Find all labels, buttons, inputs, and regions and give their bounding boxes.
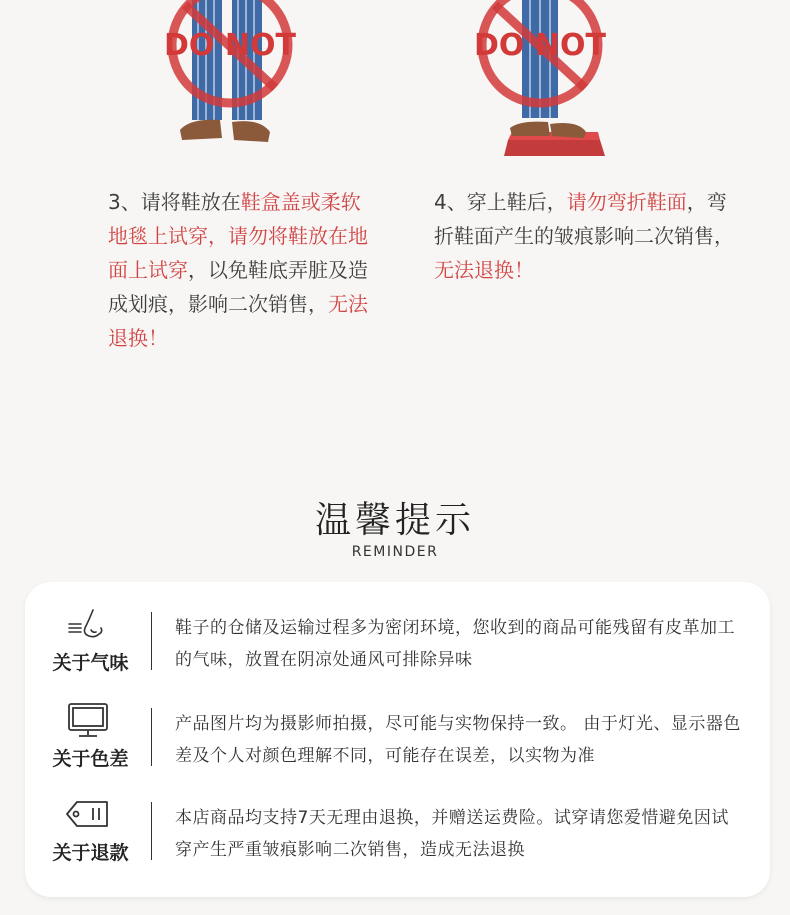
caption-part: ，以免鞋底弄脏及造成划痕，影响二次销售， [108, 258, 368, 316]
divider [151, 612, 152, 670]
notice-label: 关于退款 [52, 842, 129, 864]
tag-icon [63, 796, 113, 832]
notice-text: 本店商品均支持7天无理由退换，并赠送运费险。试穿请您爱惜避免因试穿产生严重皱痕影响二次销售，造成无法退换 [175, 808, 729, 860]
divider [151, 708, 152, 766]
caption-highlight: 请勿弯折鞋面 [566, 190, 687, 214]
reminder-card [25, 582, 770, 897]
nose-smell-icon [63, 606, 113, 642]
shoes [510, 122, 586, 138]
caption-no-bend [434, 185, 734, 287]
do-not-illustration-bend [460, 0, 620, 160]
notice-text: 产品图片均为摄影师拍摄，尽可能与实物保持一致。 由于灯光、显示器色差及个人对颜色理解不同，可能存在误差，以实物为准 [175, 714, 741, 766]
stamp-text: DO NOT [164, 28, 296, 63]
do-not-illustration-floor [150, 0, 310, 160]
notice-color-difference [25, 700, 770, 790]
reminder-title: 温馨提示 [314, 500, 475, 541]
caption-highlight: 无法退换！ [108, 292, 368, 350]
stamp-text: DO NOT [474, 28, 606, 63]
monitor-icon [63, 702, 113, 738]
divider [151, 802, 152, 860]
caption-shoe-box-tryon [108, 185, 373, 355]
stamp-icon [164, 0, 296, 103]
caption-part: ，弯折鞋面产生的皱痕影响二次销售， [434, 190, 734, 248]
caption-part: 4、穿上鞋后， [434, 190, 567, 214]
caption-part: 3、请将鞋放在 [108, 190, 241, 214]
notice-label: 关于色差 [52, 748, 129, 770]
caption-highlight: 鞋盒盖或柔软地毯上试穿，请勿将鞋放在地面上试穿 [108, 190, 368, 282]
reminder-subtitle: REMINDER [351, 544, 439, 560]
shoes [180, 120, 270, 142]
caption-highlight: 无法退换！ [434, 258, 534, 282]
notice-text: 鞋子的仓储及运输过程多为密闭环境，您收到的商品可能残留有皮革加工的气味，放置在阴凉处通风可排除异味 [175, 618, 735, 670]
notice-refund [25, 794, 770, 884]
notice-label: 关于气味 [52, 652, 129, 674]
notice-smell [25, 604, 770, 694]
